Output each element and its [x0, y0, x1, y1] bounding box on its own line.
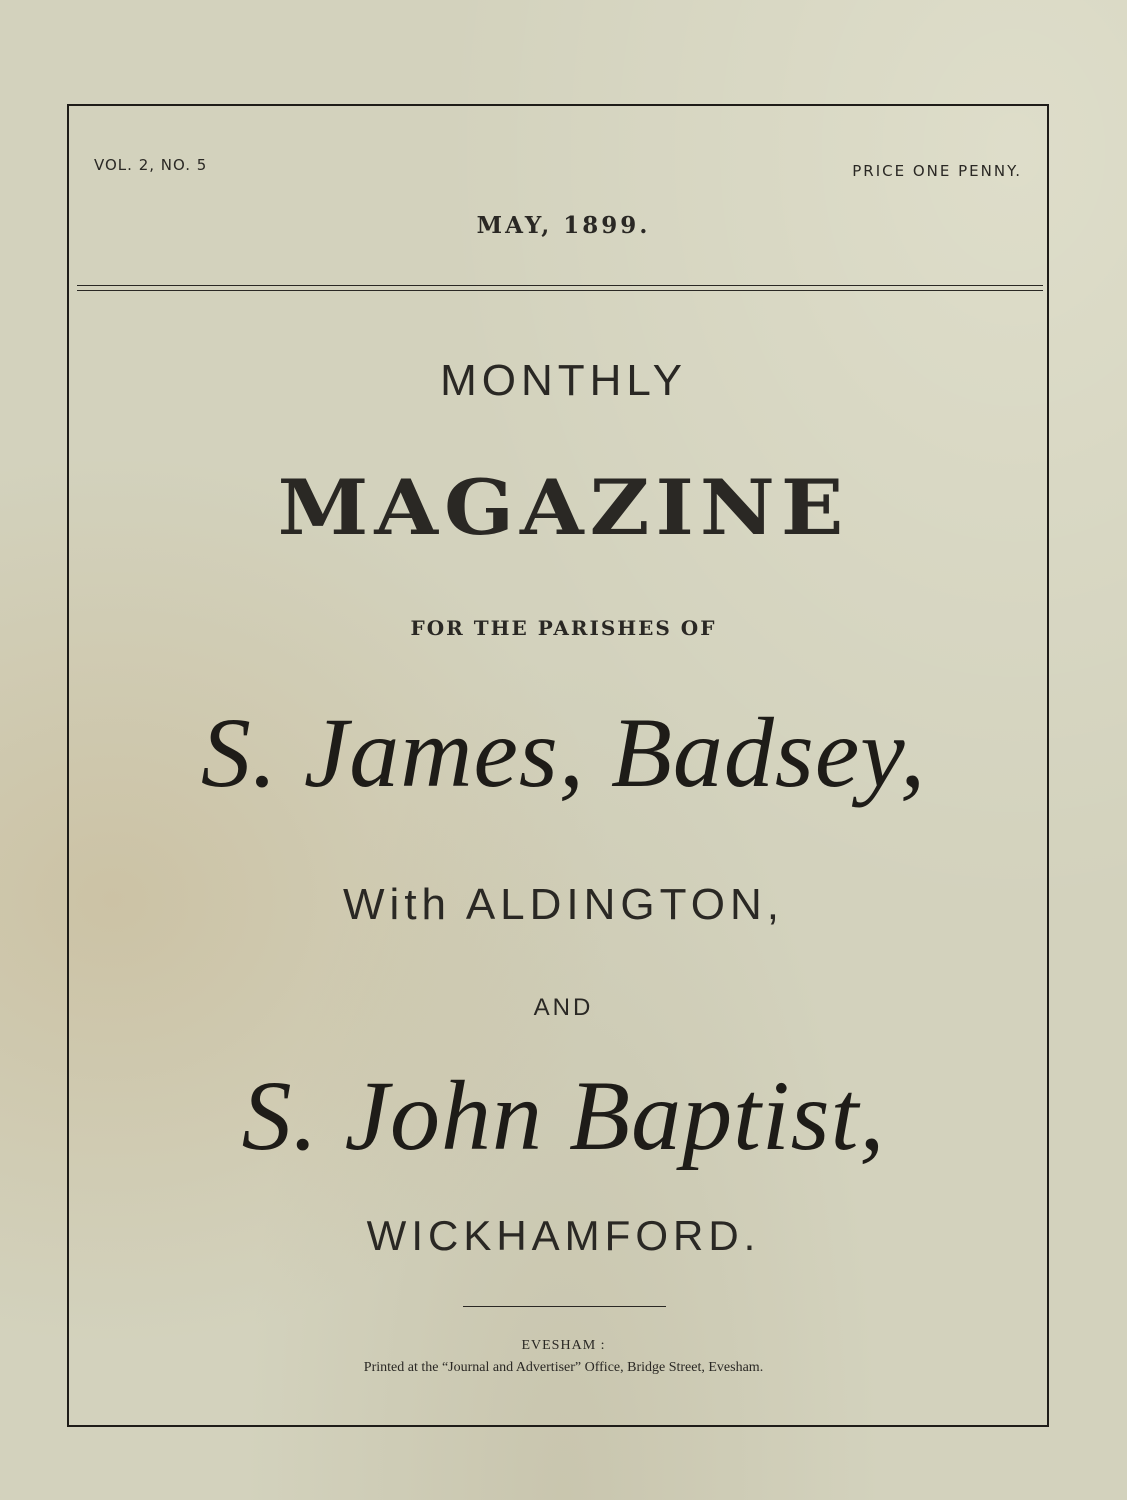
- price-label: PRICE ONE PENNY.: [852, 162, 1022, 180]
- place-wickhamford: WICKHAMFORD.: [366, 1212, 761, 1259]
- header-divider: [77, 285, 1043, 291]
- title-monthly: MONTHLY: [440, 356, 687, 405]
- imprint-divider: [463, 1306, 666, 1307]
- title-magazine: MAGAZINE: [277, 463, 850, 553]
- parish-wickhamford: S. John Baptist,: [241, 1060, 886, 1171]
- imprint-printer: Printed at the “Journal and Advertiser” Office, Bridge Street, Evesham.: [363, 1360, 764, 1375]
- and-connector: AND: [533, 994, 594, 1021]
- subtitle: FOR THE PARISHES OF: [410, 616, 717, 640]
- with-aldington: With ALDINGTON,: [343, 880, 784, 929]
- issue-date: MAY, 1899.: [476, 212, 651, 239]
- parish-badsey: S. James, Badsey,: [200, 697, 927, 808]
- volume-number: VOL. 2, NO. 5: [94, 156, 208, 174]
- imprint-place: EVESHAM :: [521, 1338, 606, 1353]
